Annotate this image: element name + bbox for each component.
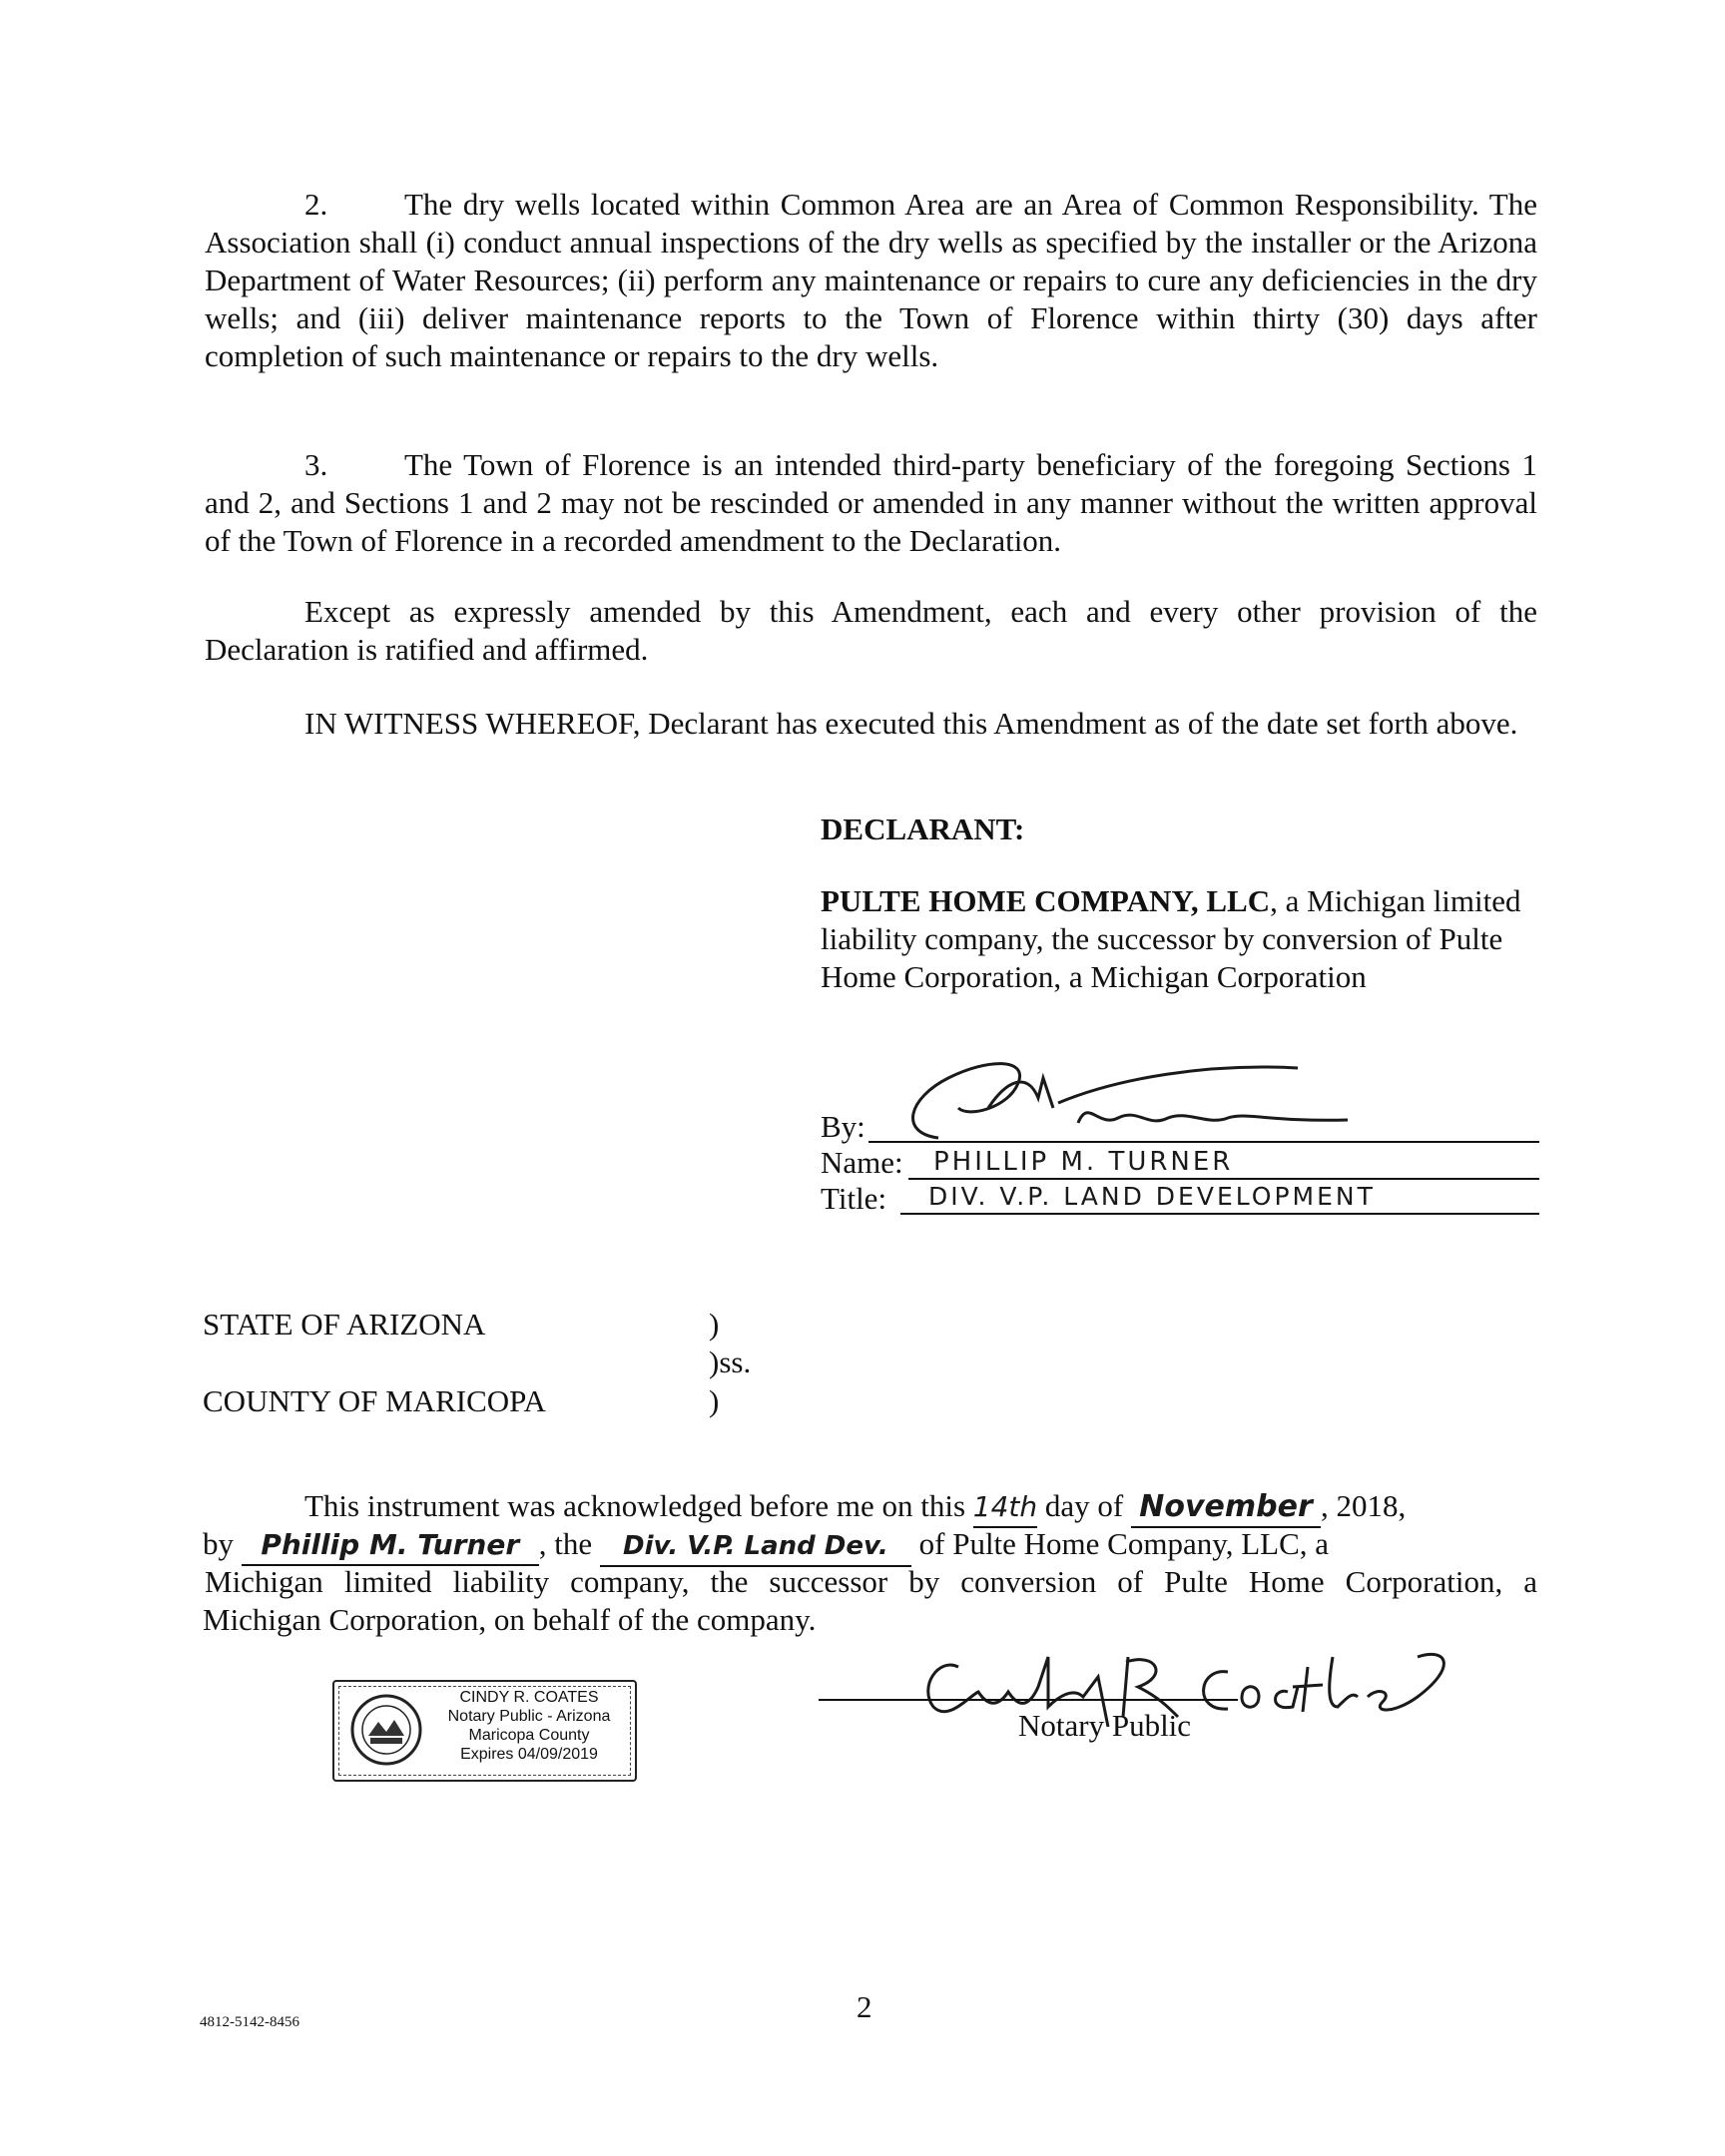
- witness-text: IN WITNESS WHEREOF, Declarant has executed this Amendment as of the date set forth above.: [304, 706, 1518, 741]
- stamp-county: Maricopa County: [468, 1727, 590, 1744]
- paragraph-3: [205, 446, 1537, 560]
- paragraph-3-text: The Town of Florence is an intended third-party beneficiary of the foregoing Sections 1 and 2, and Sections 1 and 2 may not be rescinded or amended in any manner without the written approval of the Town of Florence in a recorded amendment to the Declaration.: [205, 447, 1537, 558]
- by-label: By:: [821, 1109, 865, 1144]
- ratification-text: Except as expressly amended by this Amendment, each and every other provision of the Declaration is ratified and affirmed.: [205, 594, 1537, 667]
- stamp-title: Notary Public - Arizona: [447, 1708, 611, 1725]
- venue-county: COUNTY OF MARICOPA: [203, 1383, 546, 1418]
- ack-signer-name: Phillip M. Turner: [242, 1526, 539, 1566]
- ratification-paragraph: [205, 593, 1537, 669]
- ack-text-1: This instrument was acknowledged before me on this: [304, 1488, 973, 1523]
- venue-paren-1: ): [709, 1307, 720, 1342]
- venue-ss: )ss.: [709, 1345, 752, 1379]
- ack-text-5: , the: [538, 1526, 600, 1561]
- ack-text-4: by: [203, 1526, 242, 1561]
- paragraph-2: [205, 186, 1537, 375]
- state-seal-icon: [348, 1692, 424, 1768]
- page-number: 2: [857, 1989, 872, 2024]
- company-details: , a Michigan limited liability company, the successor by conversion of Pulte Home Corporation, a Michigan Corporation: [821, 883, 1521, 994]
- venue-paren-2: ): [709, 1383, 720, 1418]
- company-description: [821, 882, 1539, 996]
- ack-day: 14th: [973, 1488, 1037, 1528]
- ack-signer-title: Div. V.P. Land Dev.: [600, 1527, 911, 1567]
- ack-line-3: Michigan limited liability company, the successor by conversion of Pulte Home Corporation, a: [205, 1564, 1537, 1599]
- paragraph-2-text: The dry wells located within Common Area are an Area of Common Responsibility. The Association shall (i) conduct annual inspections of the dry wells as specified by the installer or the Arizona Department of Water Resources; (ii) perform any maintenance or repairs to cure any deficiencies in the dry wells; and (iii) deliver maintenance reports to the Town of Florence within thirty (30) days after completion of such maintenance or repairs to the dry wells.: [205, 187, 1537, 373]
- name-label: Name:: [821, 1145, 903, 1180]
- ack-line-4: Michigan Corporation, on behalf of the company.: [203, 1602, 817, 1637]
- paragraph-3-number: 3.: [304, 447, 328, 482]
- ack-line-2: [203, 1525, 1329, 1567]
- witness-paragraph: [205, 705, 1537, 743]
- notary-signature-line: [819, 1699, 1238, 1701]
- title-handwritten: DIV. V.P. LAND DEVELOPMENT: [928, 1182, 1376, 1211]
- title-line: [900, 1213, 1539, 1215]
- ack-text-3: , 2018,: [1321, 1488, 1407, 1523]
- stamp-expiry: Expires 04/09/2019: [460, 1746, 598, 1763]
- notary-stamp: [332, 1680, 637, 1782]
- ack-text-6: of Pulte Home Company, LLC, a: [910, 1526, 1330, 1561]
- venue-state: STATE OF ARIZONA: [203, 1307, 486, 1342]
- stamp-text: [429, 1688, 629, 1764]
- ack-text-2: day of: [1037, 1488, 1131, 1523]
- paragraph-2-number: 2.: [304, 187, 328, 222]
- title-label: Title:: [821, 1181, 887, 1216]
- name-handwritten: PHILLIP M. TURNER: [933, 1147, 1234, 1177]
- notary-label: Notary Public: [1018, 1708, 1192, 1743]
- declarant-heading: DECLARANT:: [821, 811, 1025, 846]
- by-line: [868, 1141, 1539, 1143]
- ack-line-1: [304, 1487, 1406, 1528]
- stamp-name: CINDY R. COATES: [459, 1689, 599, 1706]
- ack-month: November: [1131, 1488, 1321, 1528]
- company-name: PULTE HOME COMPANY, LLC: [821, 883, 1271, 918]
- document-id: 4812-5142-8456: [200, 2014, 299, 2030]
